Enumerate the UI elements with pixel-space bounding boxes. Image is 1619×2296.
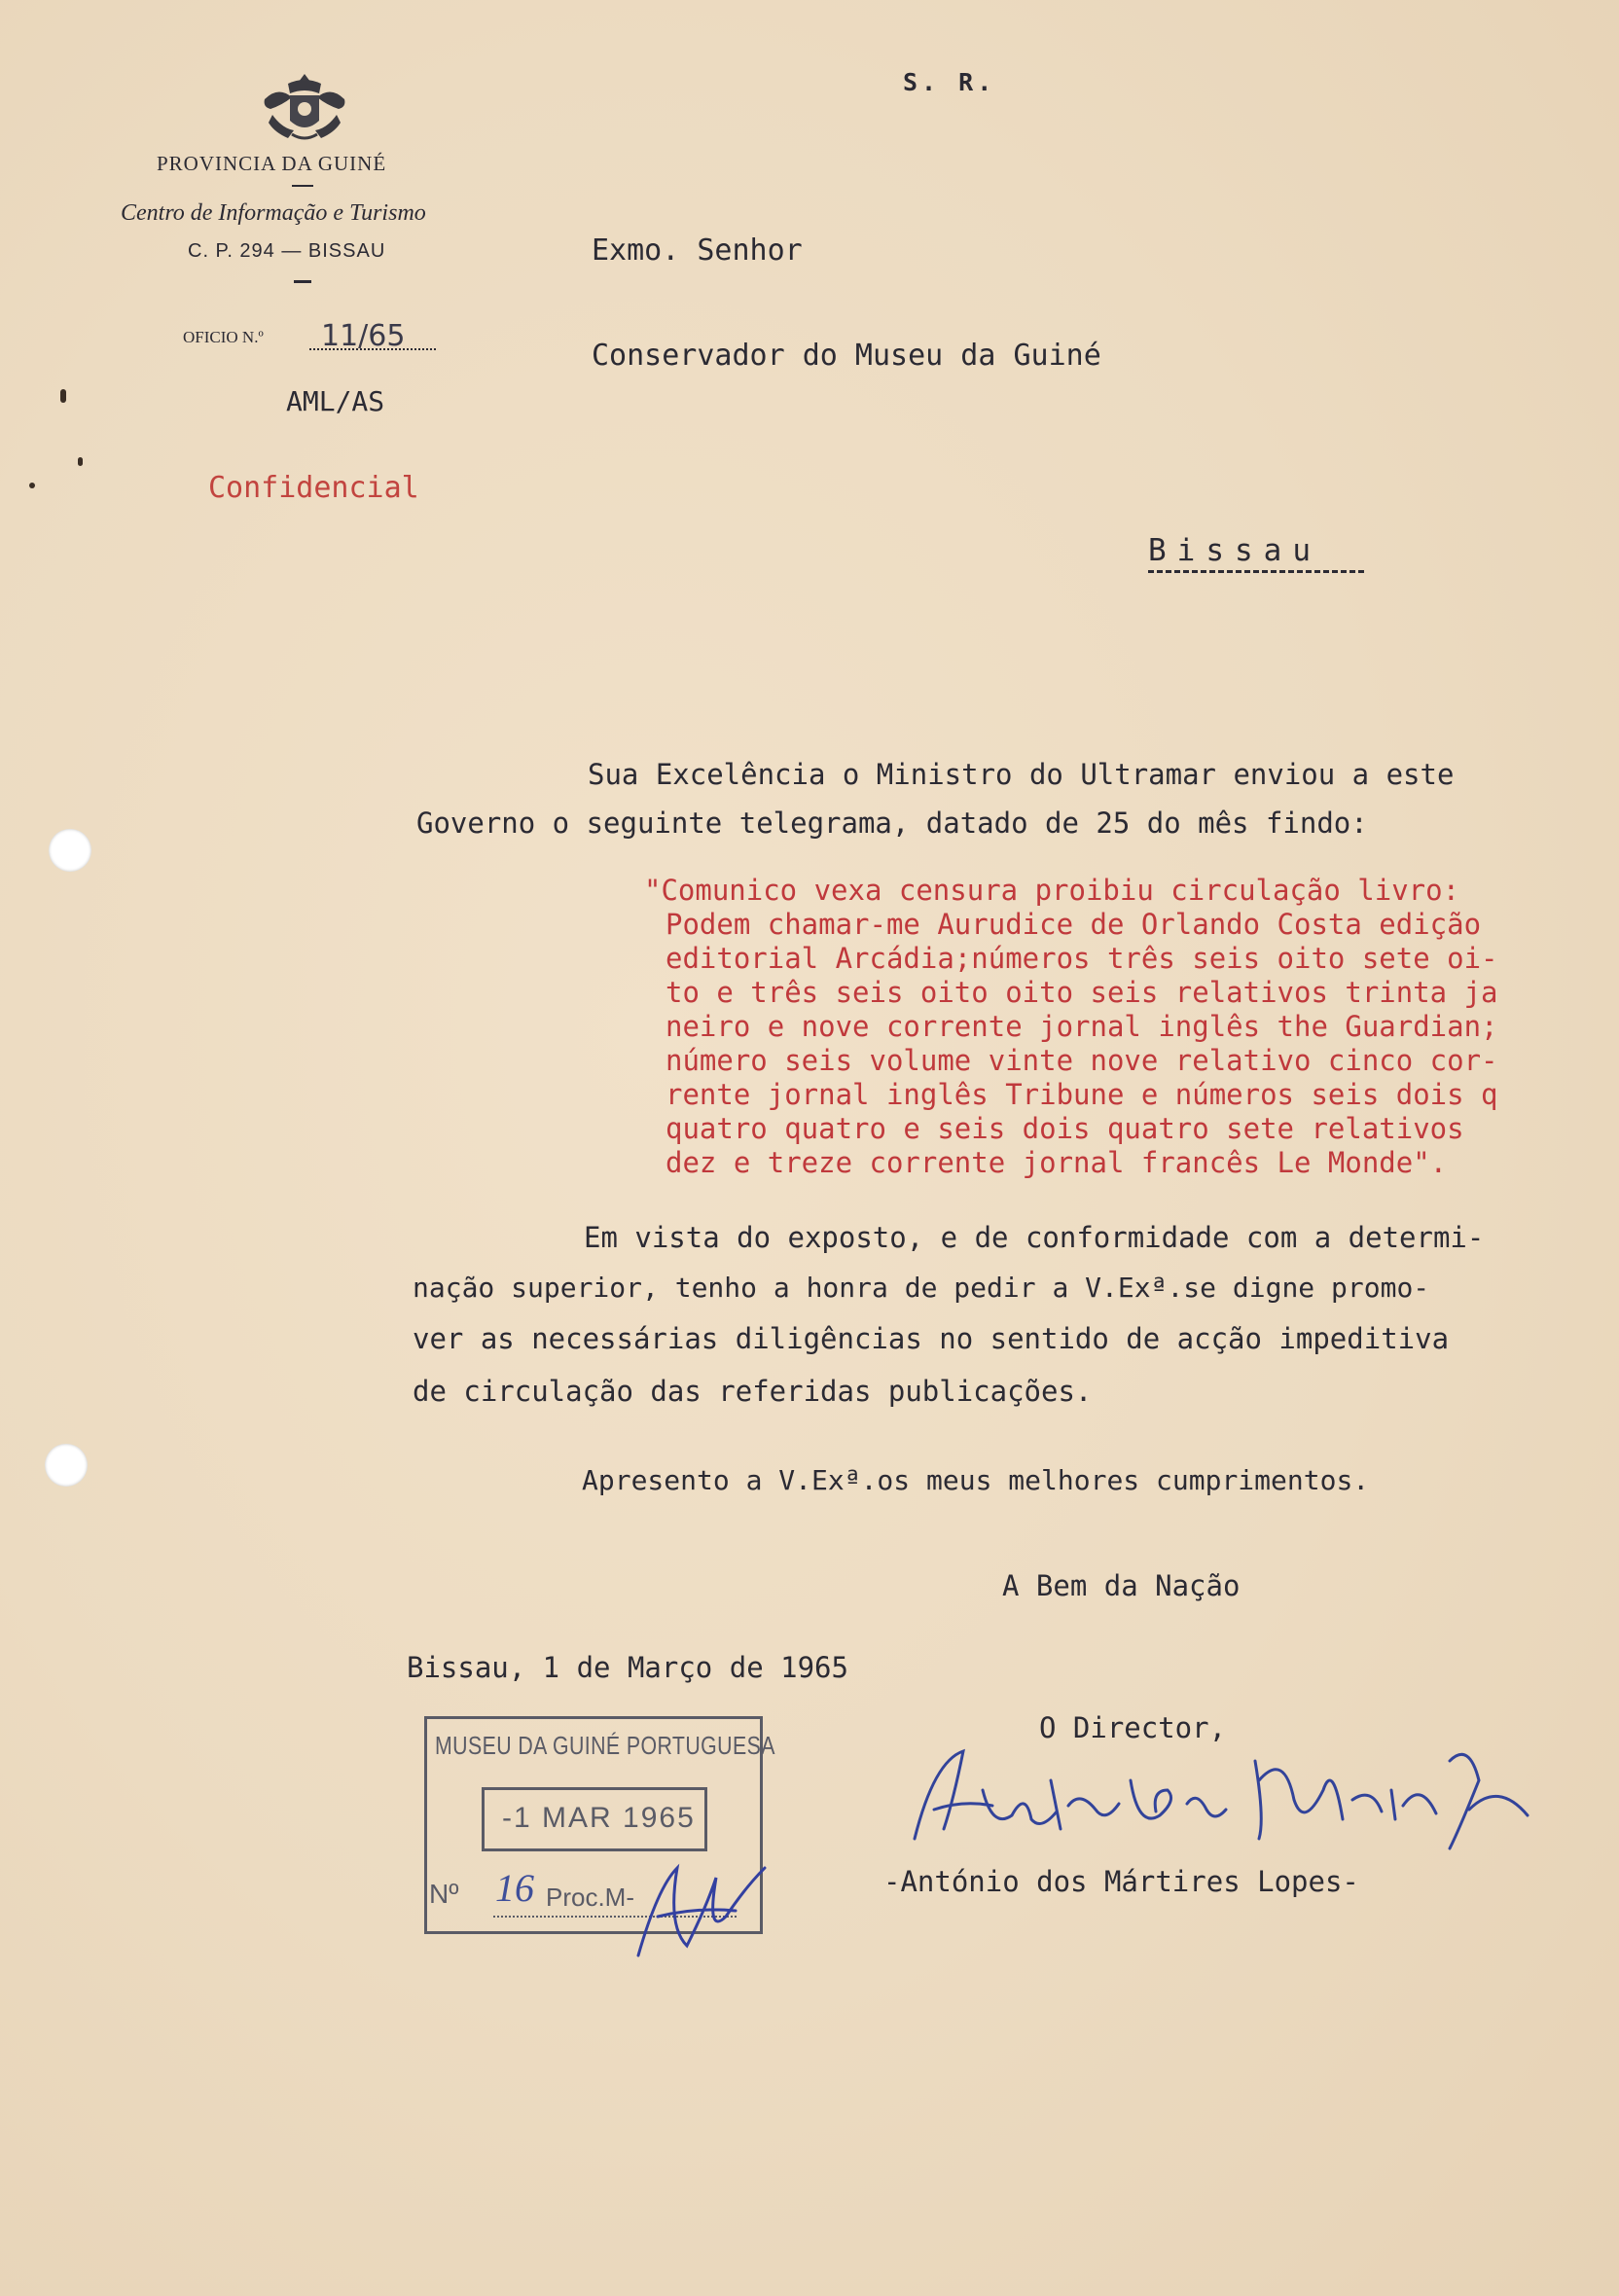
stamp-proc-label: Proc.M-	[546, 1883, 634, 1912]
request-line-4: de circulação das referidas publicações.	[413, 1375, 1093, 1408]
telegram-line-5: neiro e nove corrente jornal inglês the Guardian;	[666, 1010, 1498, 1043]
province-name: PROVINCIA DA GUINÉ	[157, 152, 387, 175]
stamp-number: 16	[495, 1866, 534, 1910]
punch-hole-lower	[45, 1444, 88, 1487]
stamp-initials-signature	[619, 1848, 774, 1975]
director-name: -António dos Mártires Lopes-	[883, 1865, 1359, 1898]
header-divider	[292, 185, 313, 187]
ink-speck	[29, 483, 35, 488]
director-title: O Director,	[1039, 1711, 1227, 1744]
telegram-line-1: "Comunico vexa censura proibiu circulação livro:	[644, 874, 1460, 907]
city-underline	[1148, 570, 1364, 573]
classification-mark: S. R.	[903, 68, 996, 96]
stamp-date: -1 MAR 1965	[502, 1802, 696, 1834]
ink-speck	[78, 457, 83, 466]
director-signature	[905, 1722, 1547, 1868]
confidential-label: Confidencial	[208, 471, 419, 505]
telegram-line-6: número seis volume vinte nove relativo cinco cor-	[666, 1044, 1498, 1077]
place-date: Bissau, 1 de Março de 1965	[407, 1651, 848, 1684]
telegram-line-9: dez e treze corrente jornal francês Le Monde".	[666, 1146, 1448, 1179]
intro-line-1: Sua Excelência o Ministro do Ultramar enviou a este	[588, 758, 1455, 791]
stamp-date-box	[482, 1787, 707, 1851]
motto: A Bem da Nação	[1002, 1569, 1241, 1602]
telegram-line-2: Podem chamar-me Aurudice de Orlando Costa edição	[666, 908, 1482, 941]
punch-hole-upper	[49, 829, 91, 872]
postal-address: C. P. 294 — BISSAU	[188, 240, 386, 262]
intro-line-2: Governo o seguinte telegrama, datado de 25 do mês findo:	[416, 807, 1368, 840]
telegram-line-8: quatro quatro e seis dois quatro sete relativos	[666, 1112, 1464, 1145]
salutation: Exmo. Senhor	[592, 233, 803, 268]
recipient-city: Bissau	[1148, 533, 1321, 568]
recipient: Conservador do Museu da Guiné	[592, 339, 1101, 373]
stamp-title: MUSEU DA GUINÉ PORTUGUESA	[435, 1731, 775, 1760]
coat-of-arms-icon	[259, 70, 350, 144]
telegram-line-7: rente jornal inglês Tribune e números seis dois q	[666, 1078, 1498, 1111]
request-line-1: Em vista do exposto, e de conformidade com a determi-	[584, 1221, 1485, 1254]
telegram-line-3: editorial Arcádia;números três seis oito sete oi-	[666, 942, 1498, 975]
reference-code: AML/AS	[286, 385, 385, 417]
closing-line: Apresento a V.Exª.os meus melhores cumprimentos.	[582, 1464, 1370, 1496]
stamp-number-label: Nº	[429, 1879, 459, 1909]
oficio-number: 11/65	[321, 319, 406, 353]
centre-name: Centro de Informação e Turismo	[121, 200, 426, 226]
header-divider-2	[294, 280, 311, 283]
oficio-label: OFICIO N.º	[183, 328, 264, 346]
request-line-3: ver as necessárias diligências no sentido de acção impeditiva	[413, 1322, 1450, 1355]
ink-speck	[60, 389, 66, 403]
request-line-2: nação superior, tenho a honra de pedir a V.Exª.se digne promo-	[413, 1272, 1430, 1304]
telegram-line-4: to e três seis oito oito seis relativos trinta ja	[666, 976, 1498, 1009]
